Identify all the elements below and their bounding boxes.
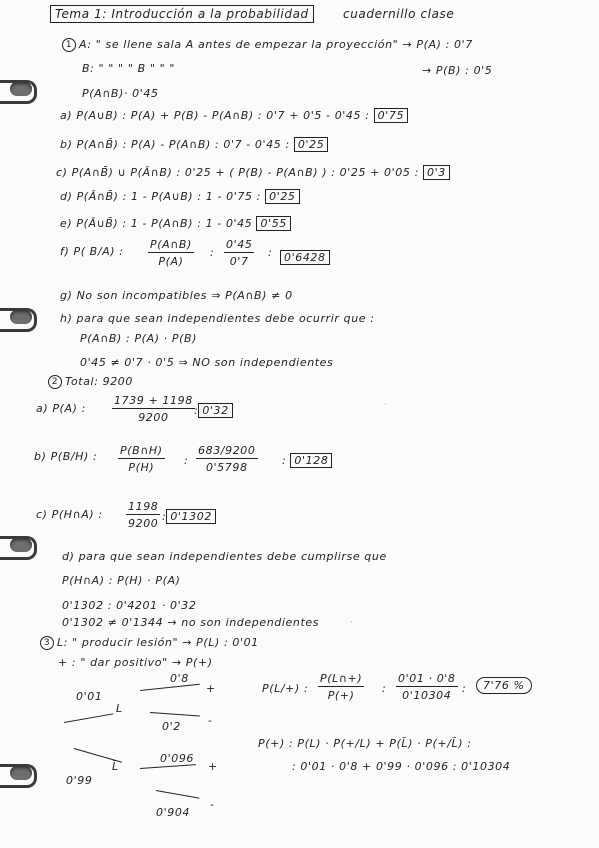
binder-ring [0, 308, 37, 332]
ex1-pab: P(A∩B)· 0'45 [82, 87, 159, 100]
ex1-f-fraction2: $\frac{0'45}{0'7}$ [226, 238, 253, 268]
ex3-l-definition: 3 L: " producir lesión" → P(L) : 0'01 [40, 636, 259, 650]
ex1-c-result: 0'3 [423, 165, 450, 180]
binder-ring [0, 536, 37, 560]
ex2-d2: P(H∩A) : P(H) · P(A) [62, 574, 181, 587]
tree-node-not-l: L̄ [112, 760, 119, 773]
tree-branch [64, 713, 113, 723]
tree-branch [156, 790, 200, 799]
tree-leaf-plus: + [206, 682, 216, 695]
exercise-number: 2 [48, 375, 62, 389]
ex2-b-fraction2: $\frac{683/9200}{0'5798}$ [198, 444, 256, 474]
ex2-b-result: : 0'128 [282, 454, 332, 467]
tree-leaf-minus: - [210, 798, 215, 811]
ex3-total-prob-line2: : 0'01 · 0'8 + 0'99 · 0'096 : 0'10304 [292, 760, 511, 773]
ex1-d: d) P(Ā∩B̄) : 1 - P(A∪B) : 1 - 0'75 : 0'25 [60, 190, 300, 203]
tree-branch [150, 712, 200, 716]
bleed-through-mark: · [384, 400, 387, 410]
ex1-e: e) P(Ā∪B̄) : 1 - P(A∩B) : 1 - 0'45 0'55 [60, 217, 291, 230]
ex1-a-result: 0'75 [374, 108, 408, 123]
ex1-b-definition: B: " " " " B " " " [82, 62, 175, 75]
ex1-f-fraction1: $\frac{P(A\cap B)}{P(A)}$ [150, 238, 192, 268]
ex3-total-prob-line1: P(+) : P(L) · P(+/L) + P(L̄) · P(+/L̄) : [258, 737, 472, 750]
ex2-a-fraction: $\frac{1739 + 1198}{9200}$ [114, 394, 193, 424]
tree-prob-minus-given-l: 0'2 [162, 720, 181, 733]
equals-sign: : [382, 682, 387, 695]
ex1-a-definition: 1 A: " se llene sala A antes de empezar la proyección" → P(A) : 0'7 [62, 38, 473, 52]
tree-prob-plus-given-not-l: 0'096 [160, 752, 195, 765]
ex1-d-result: 0'25 [265, 189, 299, 204]
ex2-b-fraction1: $\frac{P(B\cap H)}{P(H)}$ [120, 444, 163, 474]
ex2-a-label: a) P(A) : [36, 402, 86, 415]
page-subtitle: cuadernillo clase [343, 7, 455, 21]
exercise-number: 3 [40, 636, 54, 650]
equals-sign: : [210, 246, 215, 259]
ex1-f-label: f) P( B/A) : [60, 245, 124, 258]
ex2-c-fraction: $\frac{1198}{9200}$ [128, 500, 159, 530]
ex2-a-result: : 0'32 [194, 404, 233, 417]
binder-ring [0, 80, 37, 104]
ex1-b: b) P(A∩B̄) : P(A) - P(A∩B) : 0'7 - 0'45 : 0'25 [60, 138, 328, 151]
ex1-a: a) P(A∪B) : P(A) + P(B) - P(A∩B) : 0'7 + 0'5 - 0'45 : 0'75 [60, 109, 408, 122]
ex2-c-result: : 0'1302 [162, 510, 216, 523]
exercise-number: 1 [62, 38, 76, 52]
ex3-bayes-label: P(L/+) : [262, 682, 309, 695]
ex3-plus-definition: + : " dar positivo" → P(+) [58, 656, 213, 669]
equals-sign: : [462, 682, 467, 695]
tree-prob-l: 0'01 [76, 690, 103, 703]
ex1-h1: h) para que sean independientes debe ocurrir que : [60, 312, 375, 325]
page-title: Tema 1: Introducción a la probabilidad [50, 8, 314, 21]
ex3-bayes-fraction2: $\frac{0'01 \cdot 0'8}{0'10304}$ [398, 672, 456, 702]
ex1-h2: P(A∩B) : P(A) · P(B) [80, 332, 198, 345]
ex2-d4: 0'1302 ≠ 0'1344 → no son independientes [62, 616, 320, 629]
ex1-b-result: 0'25 [294, 137, 328, 152]
ex1-h3: 0'45 ≠ 0'7 · 0'5 ⇒ NO son independientes [80, 356, 334, 369]
ex1-pb: → P(B) : 0'5 [422, 64, 493, 77]
ex1-c: c) P(A∩B̄) ∪ P(Ā∩B) : 0'25 + ( P(B) - P(A∩B) ) : 0'25 + 0'05 : 0'3 [56, 166, 450, 179]
ex2-b-label: b) P(B/H) : [34, 450, 98, 463]
ex1-e-result: 0'55 [256, 216, 290, 231]
equals-sign: : [268, 246, 273, 259]
tree-leaf-minus: - [208, 714, 213, 727]
ex2-c-label: c) P(H∩A) : [36, 508, 103, 521]
tree-leaf-plus: + [208, 760, 218, 773]
bleed-through-mark: · [350, 618, 353, 628]
ex3-bayes-fraction1: $\frac{P(L\cap+)}{P(+)}$ [320, 672, 363, 702]
tree-prob-minus-given-not-l: 0'904 [156, 806, 191, 819]
binder-ring [0, 764, 37, 788]
ex2-d3: 0'1302 : 0'4201 · 0'32 [62, 599, 197, 612]
equals-sign: : [184, 454, 189, 467]
ex1-g: g) No son incompatibles ⇒ P(A∩B) ≠ 0 [60, 289, 293, 302]
tree-prob-plus-given-l: 0'8 [170, 672, 189, 685]
ex2-d1: d) para que sean independientes debe cumplirse que [62, 550, 387, 563]
ex2-total: 2 Total: 9200 [48, 375, 133, 389]
tree-node-l: L [116, 702, 123, 715]
ex3-bayes-result: 7'76 % [476, 679, 532, 692]
ex1-f-result: 0'6428 [280, 251, 330, 264]
tree-prob-not-l: 0'99 [66, 774, 93, 787]
